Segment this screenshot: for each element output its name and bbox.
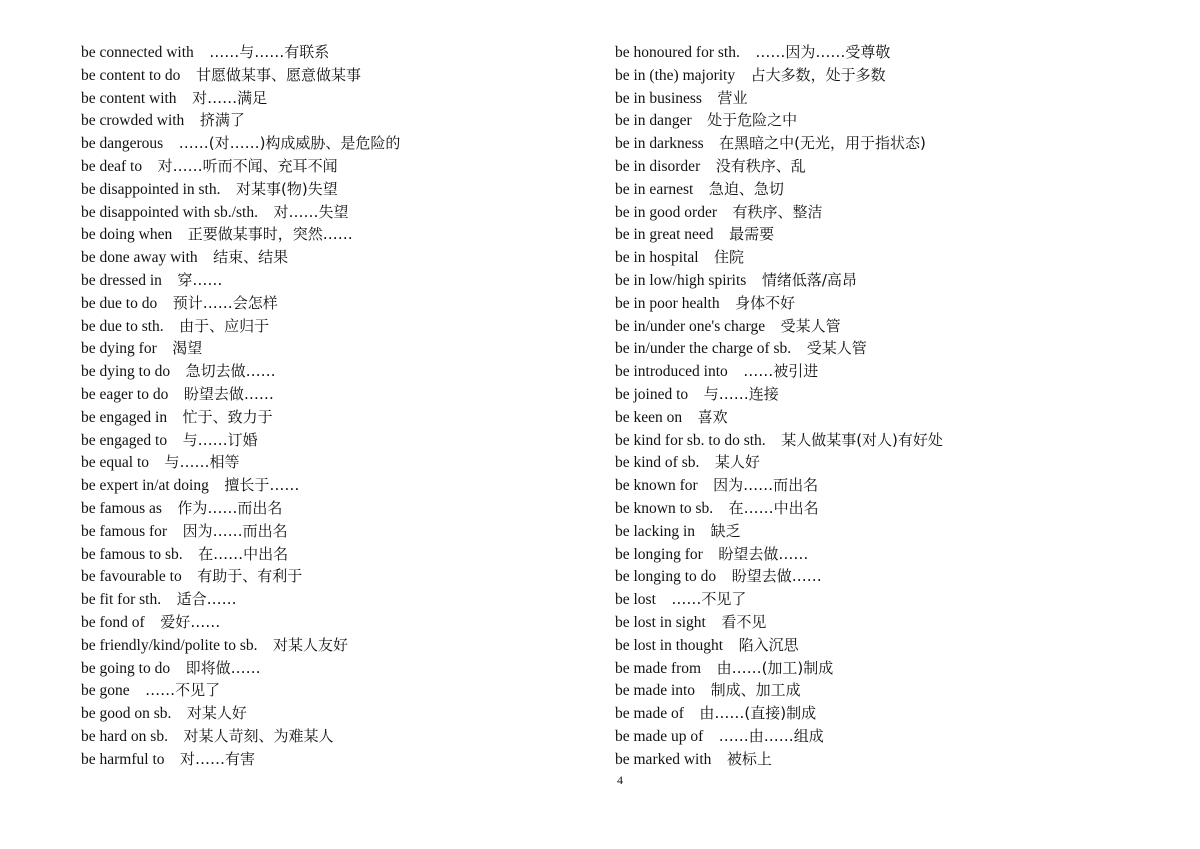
- phrase-entry: [81, 474, 581, 497]
- phrase-chinese-meaning: 对某人友好: [273, 635, 349, 654]
- phrase-entry: [615, 109, 1155, 132]
- phrase-chinese-meaning: ……不见了: [671, 590, 747, 609]
- phrase-entry: [615, 543, 1155, 566]
- phrase-chinese-meaning: 急迫、急切: [708, 179, 784, 198]
- phrase-english: be lost in sight: [615, 613, 706, 631]
- phrase-english: be expert in/at doing: [81, 477, 209, 495]
- phrase-chinese-meaning: 制成、加工成: [710, 681, 801, 700]
- phrase-entry: [615, 725, 1155, 748]
- phrase-chinese-meaning: 营业: [717, 88, 748, 107]
- phrase-english: be honoured for sth.: [615, 44, 740, 61]
- phrase-english: be hard on sb.: [81, 727, 168, 745]
- phrase-chinese-meaning: 爱好……: [160, 612, 221, 631]
- phrase-english: be engaged in: [81, 408, 168, 426]
- phrase-chinese-meaning: 由于、应归于: [179, 316, 270, 335]
- phrase-chinese-meaning: 身体不好: [735, 293, 796, 312]
- phrase-entry: [615, 611, 1155, 634]
- phrase-entry: [81, 406, 581, 429]
- phrase-chinese-meaning: ……被引进: [743, 362, 819, 381]
- phrase-chinese-meaning: 占大多数，处于多数: [750, 65, 886, 84]
- phrase-chinese-meaning: 对某人苛刻、为难某人: [183, 726, 334, 745]
- phrase-chinese-meaning: 在……中出名: [728, 498, 819, 517]
- phrase-chinese-meaning: 由……(加工)制成: [716, 658, 834, 677]
- phrase-entry: [81, 178, 581, 201]
- phrase-chinese-meaning: 对……满足: [192, 88, 268, 107]
- phrase-chinese-meaning: 预计……会怎样: [172, 293, 278, 312]
- phrase-chinese-meaning: 盼望去做……: [718, 544, 809, 563]
- phrase-entry: [81, 634, 581, 657]
- phrase-chinese-meaning: 即将做……: [185, 658, 261, 677]
- phrase-chinese-meaning: 情绪低落/高昂: [761, 270, 857, 289]
- phrase-chinese-meaning: 有助于、有利于: [197, 567, 303, 586]
- phrase-english: be gone: [81, 682, 130, 700]
- phrase-chinese-meaning: 在黑暗之中(无光，用于指状态): [719, 134, 926, 153]
- phrase-chinese-meaning: 盼望去做……: [731, 567, 822, 586]
- phrase-entry: [81, 246, 581, 269]
- phrase-entry: [81, 360, 581, 383]
- phrase-entry: [81, 520, 581, 543]
- phrase-chinese-meaning: 受某人管: [806, 339, 867, 358]
- phrase-english: be friendly/kind/polite to sb.: [81, 636, 258, 654]
- phrase-english: be equal to: [81, 454, 150, 472]
- phrase-entry: [615, 223, 1155, 246]
- phrase-entry: [615, 748, 1155, 771]
- phrase-entry: [81, 109, 581, 132]
- phrase-entry: [81, 201, 581, 224]
- phrase-entry: [81, 337, 581, 360]
- phrase-chinese-meaning: ……与……有联系: [209, 43, 330, 61]
- phrase-english: be known for: [615, 477, 698, 495]
- phrase-entry: [81, 64, 581, 87]
- phrase-entry: [615, 451, 1155, 474]
- phrase-english: be in low/high spirits: [615, 271, 747, 289]
- phrase-entry: [615, 178, 1155, 201]
- phrase-entry: [615, 565, 1155, 588]
- phrase-english: be dangerous: [81, 135, 164, 153]
- phrase-entry: [615, 406, 1155, 429]
- phrase-english: be good on sb.: [81, 705, 172, 723]
- phrase-english: be disappointed with sb./sth.: [81, 203, 258, 221]
- phrase-english: be introduced into: [615, 363, 728, 381]
- phrase-english: be done away with: [81, 249, 198, 267]
- phrase-entry: [615, 155, 1155, 178]
- phrase-english: be favourable to: [81, 568, 182, 586]
- phrase-english: be made into: [615, 682, 696, 700]
- phrase-chinese-meaning: ……不见了: [145, 681, 221, 700]
- phrase-entry: [81, 679, 581, 702]
- phrase-entry: [615, 41, 1155, 64]
- phrase-chinese-meaning: 看不见: [721, 612, 767, 631]
- phrase-entry: [81, 292, 581, 315]
- phrase-entry: [81, 588, 581, 611]
- phrase-english: be lost: [615, 591, 656, 609]
- phrase-entry: [615, 474, 1155, 497]
- phrase-english: be eager to do: [81, 385, 169, 403]
- phrase-entry: [615, 702, 1155, 725]
- phrase-english: be joined to: [615, 385, 689, 403]
- phrase-chinese-meaning: 住院: [714, 248, 745, 267]
- phrase-entry: [81, 497, 581, 520]
- left-phrase-column: [81, 41, 581, 771]
- phrase-entry: [81, 429, 581, 452]
- phrase-chinese-meaning: 喜欢: [697, 407, 728, 426]
- phrase-english: be in danger: [615, 112, 692, 130]
- phrase-chinese-meaning: 渴望: [172, 339, 203, 358]
- phrase-entry: [81, 41, 581, 64]
- phrase-english: be famous as: [81, 499, 162, 517]
- right-phrase-column: [615, 41, 1155, 771]
- phrase-entry: [81, 223, 581, 246]
- phrase-entry: [81, 315, 581, 338]
- phrase-chinese-meaning: ……由……组成: [718, 726, 824, 745]
- phrase-chinese-meaning: 被标上: [726, 749, 772, 768]
- phrase-english: be due to sth.: [81, 317, 164, 335]
- phrase-entry: [81, 132, 581, 155]
- phrase-chinese-meaning: ……(对……)构成威胁、是危险的: [178, 134, 401, 153]
- phrase-chinese-meaning: 对……失望: [273, 202, 349, 221]
- phrase-chinese-meaning: 因为……而出名: [182, 521, 288, 540]
- phrase-chinese-meaning: 由……(直接)制成: [699, 704, 817, 723]
- phrase-chinese-meaning: 陷入沉思: [738, 635, 799, 654]
- phrase-entry: [615, 201, 1155, 224]
- phrase-english: be crowded with: [81, 112, 185, 130]
- phrase-chinese-meaning: 因为……而出名: [713, 476, 819, 495]
- phrase-english: be in disorder: [615, 157, 701, 175]
- phrase-english: be engaged to: [81, 431, 168, 449]
- phrase-english: be disappointed in sth.: [81, 180, 221, 198]
- phrase-entry: [81, 383, 581, 406]
- phrase-entry: [81, 155, 581, 178]
- phrase-chinese-meaning: 挤满了: [199, 111, 245, 130]
- phrase-entry: [615, 429, 1155, 452]
- phrase-english: be lost in thought: [615, 636, 724, 654]
- phrase-english: be in great need: [615, 226, 714, 244]
- phrase-english: be known to sb.: [615, 499, 714, 517]
- phrase-entry: [615, 679, 1155, 702]
- phrase-chinese-meaning: 擅长于……: [224, 476, 300, 495]
- phrase-english: be longing to do: [615, 568, 717, 586]
- phrase-english: be in earnest: [615, 180, 694, 198]
- phrase-chinese-meaning: 在……中出名: [198, 544, 289, 563]
- phrase-entry: [81, 543, 581, 566]
- phrase-chinese-meaning: 最需要: [729, 225, 775, 244]
- phrase-chinese-meaning: 某人好: [714, 453, 760, 472]
- phrase-chinese-meaning: 盼望去做……: [183, 384, 274, 403]
- phrase-entry: [81, 87, 581, 110]
- phrase-english: be connected with: [81, 44, 194, 61]
- phrase-english: be dying to do: [81, 363, 171, 381]
- phrase-english: be in poor health: [615, 294, 720, 312]
- phrase-english: be lacking in: [615, 522, 696, 540]
- phrase-english: be due to do: [81, 294, 158, 312]
- phrase-english: be dying for: [81, 340, 157, 358]
- phrase-entry: [615, 64, 1155, 87]
- phrase-chinese-meaning: 缺乏: [710, 521, 741, 540]
- phrase-chinese-meaning: 处于危险之中: [707, 111, 798, 130]
- phrase-english: be kind for sb. to do sth.: [615, 431, 766, 449]
- phrase-chinese-meaning: 对某人好: [186, 704, 247, 723]
- phrase-chinese-meaning: 有秩序、整洁: [732, 202, 823, 221]
- phrase-entry: [81, 269, 581, 292]
- phrase-english: be famous to sb.: [81, 545, 183, 563]
- phrase-chinese-meaning: 穿……: [177, 270, 223, 289]
- phrase-english: be marked with: [615, 750, 712, 768]
- phrase-english: be in good order: [615, 203, 718, 221]
- phrase-entry: [615, 269, 1155, 292]
- phrase-entry: [615, 292, 1155, 315]
- phrase-chinese-meaning: 对……有害: [180, 749, 256, 768]
- phrase-chinese-meaning: 与……订婚: [182, 430, 258, 449]
- phrase-english: be in/under one's charge: [615, 317, 766, 335]
- phrase-english: be in/under the charge of sb.: [615, 340, 792, 358]
- phrase-english: be made of: [615, 705, 684, 723]
- phrase-entry: [615, 132, 1155, 155]
- phrase-chinese-meaning: 正要做某事时，突然……: [187, 225, 353, 244]
- phrase-entry: [615, 497, 1155, 520]
- phrase-entry: [615, 360, 1155, 383]
- phrase-english: be in (the) majority: [615, 66, 736, 84]
- phrase-english: be in hospital: [615, 249, 699, 267]
- phrase-entry: [81, 725, 581, 748]
- phrase-chinese-meaning: 没有秩序、乱: [715, 156, 806, 175]
- phrase-english: be dressed in: [81, 271, 162, 289]
- phrase-english: be fond of: [81, 613, 145, 631]
- phrase-english: be kind of sb.: [615, 454, 700, 472]
- page-number: 4: [617, 773, 623, 787]
- phrase-entry: [615, 315, 1155, 338]
- phrase-english: be deaf to: [81, 157, 143, 175]
- phrase-entry: [81, 702, 581, 725]
- phrase-english: be harmful to: [81, 750, 165, 768]
- phrase-entry: [615, 383, 1155, 406]
- phrase-entry: [81, 611, 581, 634]
- phrase-chinese-meaning: 忙于、致力于: [182, 407, 273, 426]
- phrase-english: be longing for: [615, 545, 703, 563]
- phrase-chinese-meaning: 作为……而出名: [177, 498, 283, 517]
- phrase-chinese-meaning: ……因为……受尊敬: [755, 43, 891, 61]
- phrase-english: be keen on: [615, 408, 683, 426]
- phrase-english: be made up of: [615, 727, 704, 745]
- phrase-english: be doing when: [81, 226, 173, 244]
- phrase-entry: [81, 451, 581, 474]
- phrase-entry: [615, 337, 1155, 360]
- phrase-chinese-meaning: 对……听而不闻、充耳不闻: [157, 156, 338, 175]
- phrase-entry: [615, 520, 1155, 543]
- phrase-english: be in darkness: [615, 135, 704, 153]
- phrase-chinese-meaning: 适合……: [176, 590, 237, 609]
- phrase-chinese-meaning: 结束、结果: [213, 248, 289, 267]
- phrase-chinese-meaning: 某人做某事(对人)有好处: [781, 430, 943, 449]
- phrase-chinese-meaning: 与……连接: [703, 384, 779, 403]
- phrase-entry: [615, 246, 1155, 269]
- phrase-entry: [615, 634, 1155, 657]
- phrase-entry: [81, 565, 581, 588]
- phrase-entry: [81, 657, 581, 680]
- phrase-english: be in business: [615, 89, 702, 107]
- phrase-entry: [615, 87, 1155, 110]
- phrase-english: be going to do: [81, 659, 171, 677]
- phrase-english: be content with: [81, 89, 177, 107]
- phrase-english: be fit for sth.: [81, 591, 162, 609]
- phrase-english: be content to do: [81, 66, 181, 84]
- phrase-chinese-meaning: 甘愿做某事、愿意做某事: [195, 65, 361, 84]
- phrase-chinese-meaning: 与……相等: [164, 453, 240, 472]
- phrase-english: be famous for: [81, 522, 168, 540]
- phrase-chinese-meaning: 受某人管: [780, 316, 841, 335]
- phrase-chinese-meaning: 对某事(物)失望: [236, 179, 338, 198]
- phrase-chinese-meaning: 急切去做……: [185, 362, 276, 381]
- phrase-entry: [81, 748, 581, 771]
- phrase-entry: [615, 588, 1155, 611]
- phrase-english: be made from: [615, 659, 702, 677]
- phrase-entry: [615, 657, 1155, 680]
